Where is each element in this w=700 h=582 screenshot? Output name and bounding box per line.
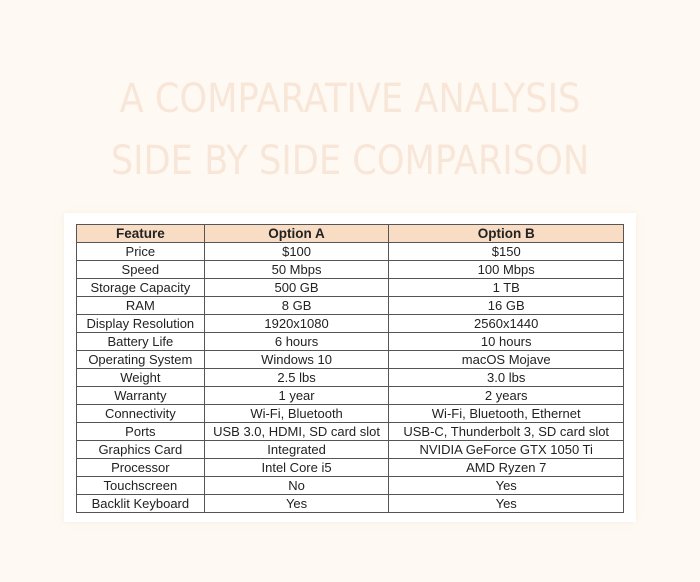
table-row (77, 369, 624, 387)
table-card (64, 213, 636, 522)
cell-feature: Weight (77, 369, 205, 387)
page-title-line-1: A COMPARATIVE ANALYSIS (119, 76, 581, 122)
table-body (77, 243, 624, 513)
cell-option-b: 100 Mbps (389, 261, 624, 279)
cell-option-b: AMD Ryzen 7 (389, 459, 624, 477)
cell-option-a: Intel Core i5 (204, 459, 389, 477)
cell-feature: Graphics Card (77, 441, 205, 459)
cell-option-b: 2 years (389, 387, 624, 405)
table-row (77, 279, 624, 297)
table-row (77, 405, 624, 423)
cell-feature: Speed (77, 261, 205, 279)
comparison-table (76, 224, 624, 513)
cell-option-a: 1 year (204, 387, 389, 405)
cell-option-b: 1 TB (389, 279, 624, 297)
cell-option-b: macOS Mojave (389, 351, 624, 369)
table-row (77, 423, 624, 441)
cell-option-a: 8 GB (204, 297, 389, 315)
cell-option-a: 6 hours (204, 333, 389, 351)
header-row (77, 225, 624, 243)
cell-feature: Ports (77, 423, 205, 441)
cell-feature: Operating System (77, 351, 205, 369)
cell-feature: RAM (77, 297, 205, 315)
table-row (77, 243, 624, 261)
cell-option-b: NVIDIA GeForce GTX 1050 Ti (389, 441, 624, 459)
cell-feature: Warranty (77, 387, 205, 405)
table-row (77, 495, 624, 513)
header-option-b: Option B (389, 225, 624, 243)
cell-option-b: Yes (389, 495, 624, 513)
cell-option-b: $150 (389, 243, 624, 261)
cell-feature: Battery Life (77, 333, 205, 351)
header-option-a: Option A (204, 225, 389, 243)
cell-option-b: 2560x1440 (389, 315, 624, 333)
cell-feature: Price (77, 243, 205, 261)
cell-option-a: Integrated (204, 441, 389, 459)
table-row (77, 441, 624, 459)
cell-option-a: 2.5 lbs (204, 369, 389, 387)
cell-option-a: $100 (204, 243, 389, 261)
table-row (77, 387, 624, 405)
cell-feature: Display Resolution (77, 315, 205, 333)
cell-option-a: 1920x1080 (204, 315, 389, 333)
header-feature: Feature (77, 225, 205, 243)
cell-feature: Touchscreen (77, 477, 205, 495)
cell-option-b: 3.0 lbs (389, 369, 624, 387)
cell-option-a: USB 3.0, HDMI, SD card slot (204, 423, 389, 441)
cell-option-a: 500 GB (204, 279, 389, 297)
table-row (77, 297, 624, 315)
table-row (77, 315, 624, 333)
page-title-line-2: SIDE BY SIDE COMPARISON (110, 138, 590, 184)
cell-option-b: Wi-Fi, Bluetooth, Ethernet (389, 405, 624, 423)
cell-option-b: 16 GB (389, 297, 624, 315)
table-row (77, 477, 624, 495)
cell-option-a: 50 Mbps (204, 261, 389, 279)
cell-option-a: Windows 10 (204, 351, 389, 369)
cell-option-b: USB-C, Thunderbolt 3, SD card slot (389, 423, 624, 441)
table-row (77, 459, 624, 477)
cell-option-a: Wi-Fi, Bluetooth (204, 405, 389, 423)
table-row (77, 333, 624, 351)
table-row (77, 351, 624, 369)
cell-option-b: 10 hours (389, 333, 624, 351)
cell-feature: Processor (77, 459, 205, 477)
cell-option-b: Yes (389, 477, 624, 495)
cell-option-a: No (204, 477, 389, 495)
cell-feature: Backlit Keyboard (77, 495, 205, 513)
cell-feature: Storage Capacity (77, 279, 205, 297)
cell-option-a: Yes (204, 495, 389, 513)
cell-feature: Connectivity (77, 405, 205, 423)
table-row (77, 261, 624, 279)
